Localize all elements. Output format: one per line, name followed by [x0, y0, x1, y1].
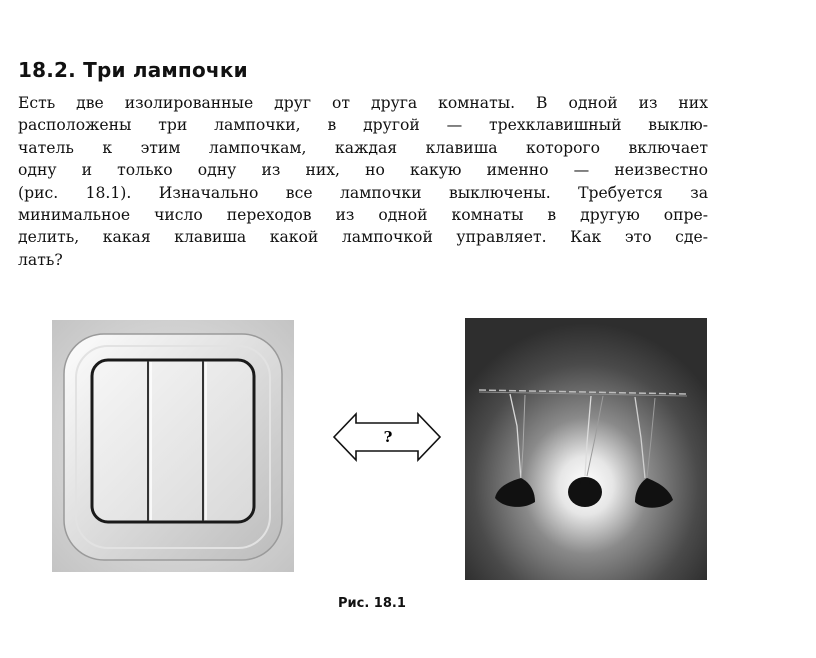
three-key-switch-image [52, 320, 294, 572]
figure-caption: Рис. 18.1 [338, 596, 406, 611]
double-arrow-icon [332, 410, 442, 464]
problem-line: делить, какая клавиша какой лампочкой управляет. Как это сде- [18, 228, 708, 247]
problem-text [18, 92, 708, 271]
problem-line: минимальное число переходов из одной комнаты в другую опре- [18, 206, 708, 225]
arrow-question-label: ? [383, 428, 393, 446]
problem-line: (рис. 18.1). Изначально все лампочки выключены. Требуется за [18, 183, 708, 202]
section-title: 18.2. Три лампочки [18, 58, 248, 82]
problem-line: расположены три лампочки, в другой — трехклавишный выклю- [18, 116, 708, 135]
problem-line: Есть две изолированные друг от друга комнаты. В одной из них [18, 94, 708, 112]
problem-line: одну и только одну из них, но какую именно — неизвестно [18, 161, 708, 180]
problem-line: чатель к этим лампочкам, каждая клавиша которого включает [18, 138, 708, 157]
three-lamps-image [465, 318, 707, 580]
problem-line: лать? [18, 250, 63, 269]
